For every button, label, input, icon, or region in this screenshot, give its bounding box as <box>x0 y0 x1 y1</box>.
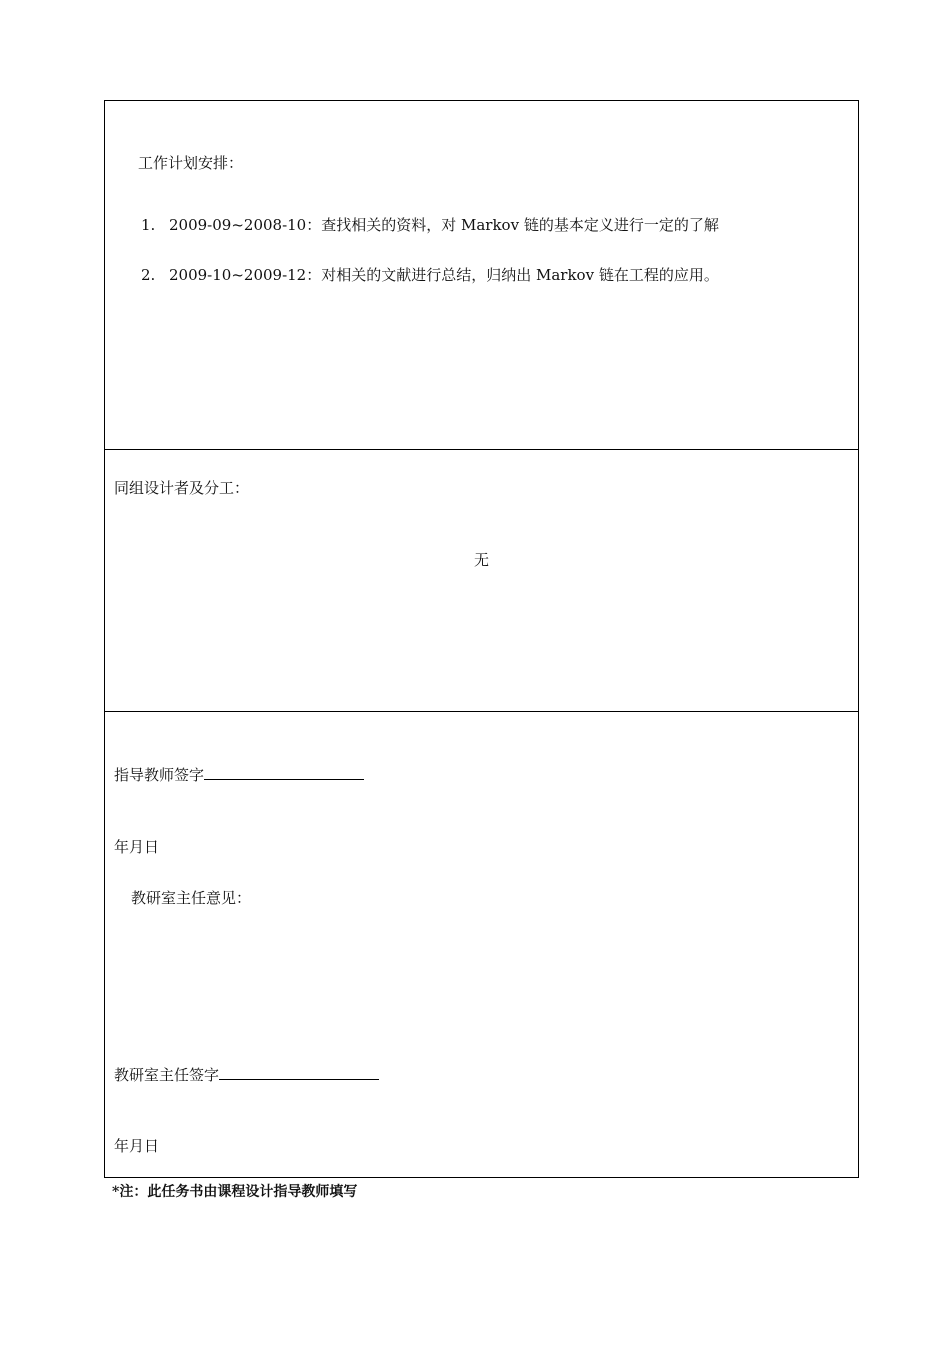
director-opinion-label: 教研室主任意见： <box>131 889 252 907</box>
group-title: 同组设计者及分工： <box>114 479 250 497</box>
group-section <box>105 450 858 712</box>
work-plan-item-number: 1. <box>141 216 156 234</box>
work-plan-item <box>141 265 719 285</box>
approval-section <box>105 712 858 1178</box>
work-plan-item-number: 2. <box>141 266 156 284</box>
work-plan-item-text: 2009-10~2009-12：对相关的文献进行总结，归纳出 Markov 链在工程的应用。 <box>169 266 719 284</box>
footnote: *注：此任务书由课程设计指导教师填写 <box>112 1184 358 1200</box>
advisor-signature-label: 指导教师签字 <box>114 766 205 784</box>
director-signature-row <box>114 1063 379 1085</box>
advisor-date-label: 年月日 <box>114 838 160 856</box>
advisor-signature-row <box>114 763 364 785</box>
work-plan-item-text: 2009-09~2008-10：查找相关的资料，对 Markov 链的基本定义进行一定的了解 <box>169 216 719 234</box>
director-signature-line <box>219 1063 379 1080</box>
work-plan-item <box>141 215 719 235</box>
work-plan-section <box>105 101 858 450</box>
work-plan-title: 工作计划安排： <box>138 154 244 172</box>
group-value: 无 <box>473 551 489 569</box>
director-signature-label: 教研室主任签字 <box>114 1066 220 1084</box>
advisor-signature-line <box>204 763 364 780</box>
task-form <box>104 100 859 1178</box>
director-date-label: 年月日 <box>114 1137 160 1155</box>
